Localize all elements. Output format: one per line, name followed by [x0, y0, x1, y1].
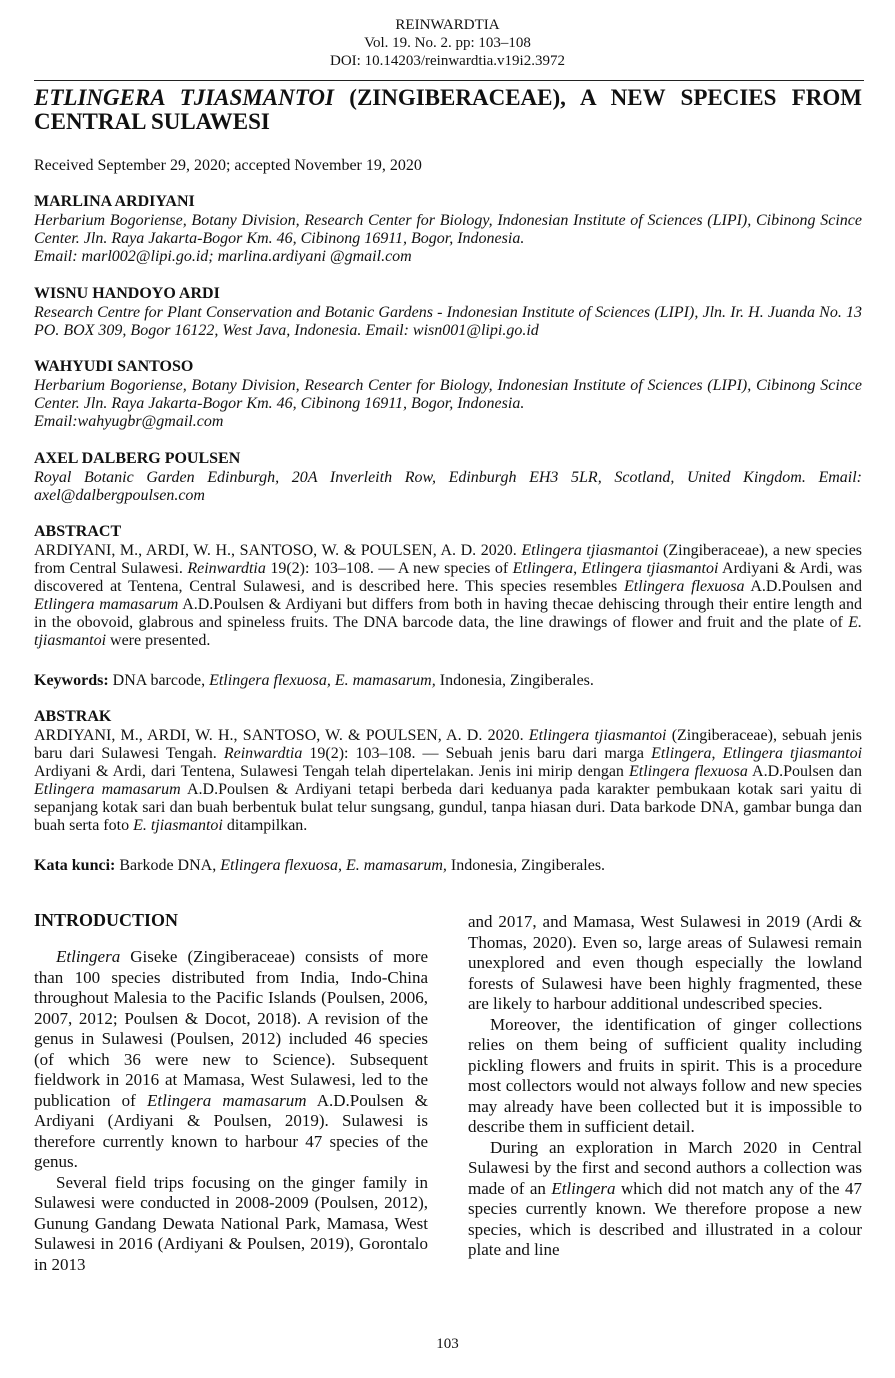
journal-doi: DOI: 10.14203/reinwardtia.v19i2.3972	[330, 53, 565, 69]
abstrak-text: ARDIYANI, M., ARDI, W. H., SANTOSO, W. & POULSEN, A. D. 2020. Etlingera tjiasmantoi (Zingiberaceae), sebuah jenis baru dari Sulawesi Tengah. Reinwardtia 19(2): 103–108. — Sebuah jenis baru dari marga Etlingera, Etlingera tjiasmantoi Ardiyani & Ardi, dari Tentena, Sulawesi Tengah telah dipertelakan. Jenis ini mirip dengan Etlingera flexuosa A.D.Poulsen dan Etlingera mamasarum A.D.Poulsen & Ardiyani tetapi berbeda dari keduanya pada karakter pembukaan kotak sari yaitu di sepanjang kotak sari dan buah berbentuk bulat telur sungsang, gundul, tanpa hiasan duri. Data barkode DNA, gambar bunga dan buah serta foto E. tjiasmantoi ditampilkan.	[34, 727, 863, 834]
body-column-right	[468, 912, 862, 1261]
abstract-section	[34, 522, 862, 650]
author-name: WAHYUDI SANTOSO	[34, 358, 194, 375]
title-species: ETLINGERA TJIASMANTOI	[34, 85, 334, 110]
journal-header	[0, 16, 895, 70]
intro-paragraph-3: Moreover, the identification of ginger collections relies on them being of sufficient quality including pickling flowers and fruits in spirit. This is a procedure most collectors would not always follow and new species may already have been collected but it is impossible to describe them in sufficient detail.	[468, 1014, 862, 1136]
introduction-heading: INTRODUCTION	[34, 910, 179, 930]
author-email: Email:wahyugbr@gmail.com	[34, 413, 224, 430]
journal-name: REINWARDTIA	[395, 17, 500, 33]
intro-paragraph-2-continued: and 2017, and Mamasa, West Sulawesi in 2019 (Ardi & Thomas, 2020). Even so, large areas of Sulawesi remain unexplored and even though especially the lowland forests of Sulawesi have been highly fragmented, these are likely to harbour additional undescribed species.	[468, 912, 862, 1013]
body-column-left	[34, 908, 428, 1275]
author-affiliation: Herbarium Bogoriense, Botany Division, Research Center for Biology, Indonesian Institute of Sciences (LIPI), Cibinong Scince Center. Jln. Raya Jakarta-Bogor Km. 46, Cibinong 16911, Bogor, Indonesia.	[34, 377, 862, 412]
article-title	[34, 86, 862, 134]
keywords: Keywords: DNA barcode, Etlingera flexuosa, E. mamasarum, Indonesia, Zingiberales.	[34, 672, 594, 689]
intro-paragraph-4: During an exploration in March 2020 in Central Sulawesi by the first and second authors a collection was made of an Etlingera which did not match any of the 47 species currently known. We therefore propose a new species, which is described and illustrated in a colour plate and line	[468, 1137, 863, 1259]
author-2	[34, 284, 862, 340]
header-rule	[34, 80, 864, 81]
author-affiliation: Research Centre for Plant Conservation and Botanic Gardens - Indonesian Institute of Sciences (LIPI), Jln. Ir. H. Juanda No. 13 PO. BOX 309, Bogor 16122, West Java, Indonesia. Email: wisn001@lipi.go.id	[34, 304, 862, 339]
abstrak-heading: ABSTRAK	[34, 708, 112, 725]
author-1	[34, 192, 862, 266]
abstract-heading: ABSTRACT	[34, 523, 122, 540]
abstract-text: ARDIYANI, M., ARDI, W. H., SANTOSO, W. & POULSEN, A. D. 2020. Etlingera tjiasmantoi (Zingiberaceae), a new species from Central Sulawesi. Reinwardtia 19(2): 103–108. — A new species of Etlingera, Etlingera tjiasmantoi Ardiyani & Ardi, was discovered at Tentena, Central Sulawesi, and is described here. This species resembles Etlingera flexuosa A.D.Poulsen and Etlingera mamasarum A.D.Poulsen & Ardiyani but differs from both in having thecae dehiscing through their entire length and in the obovoid, glabrous and spineless fruits. The DNA barcode data, the line drawings of flower and fruit and the plate of E. tjiasmantoi were presented.	[34, 542, 863, 649]
abstrak-section	[34, 707, 862, 835]
author-4	[34, 449, 862, 505]
kata-kunci: Kata kunci: Barkode DNA, Etlingera flexuosa, E. mamasarum, Indonesia, Zingiberales.	[34, 857, 606, 874]
received-dates: Received September 29, 2020; accepted November 19, 2020	[34, 157, 422, 174]
title-rest: (ZINGIBERACEAE), A NEW SPECIES FROM CENTRAL SULAWESI	[34, 85, 862, 134]
author-name: AXEL DALBERG POULSEN	[34, 450, 241, 467]
page-number: 103	[436, 1336, 459, 1352]
author-affiliation: Royal Botanic Garden Edinburgh, 20A Inverleith Row, Edinburgh EH3 5LR, Scotland, United Kingdom. Email: axel@dalbergpoulsen.com	[34, 469, 862, 504]
author-3	[34, 357, 862, 431]
journal-volume: Vol. 19. No. 2. pp: 103–108	[364, 35, 531, 51]
author-affiliation: Herbarium Bogoriense, Botany Division, Research Center for Biology, Indonesian Institute of Sciences (LIPI), Cibinong Scince Center. Jln. Raya Jakarta-Bogor Km. 46, Cibinong 16911, Bogor, Indonesia.	[34, 212, 862, 247]
author-email: Email: marl002@lipi.go.id; marlina.ardiyani @gmail.com	[34, 248, 412, 265]
intro-paragraph-1: Etlingera Giseke (Zingiberaceae) consists of more than 100 species distributed from India, Indo-China throughout Malesia to the Pacific Islands (Poulsen, 2006, 2007, 2012; Poulsen & Docot, 2018). A revision of the genus in Sulawesi (Poulsen, 2012) included 46 species (of which 36 were new to Science). Subsequent fieldwork in 2016 at Mamasa, West Sulawesi, led to the publication of Etlingera mamasarum A.D.Poulsen & Ardiyani (Ardiyani & Poulsen, 2019). Sulawesi is therefore currently known to harbour 47 species of the genus.	[34, 947, 429, 1171]
author-name: MARLINA ARDIYANI	[34, 193, 195, 210]
author-name: WISNU HANDOYO ARDI	[34, 285, 220, 302]
intro-paragraph-2: Several field trips focusing on the ginger family in Sulawesi were conducted in 2008-2009 (Poulsen, 2012), Gunung Gandang Dewata National Park, Mamasa, West Sulawesi in 2016 (Ardiyani & Poulsen, 2019), Gorontalo in 2013	[34, 1172, 428, 1274]
